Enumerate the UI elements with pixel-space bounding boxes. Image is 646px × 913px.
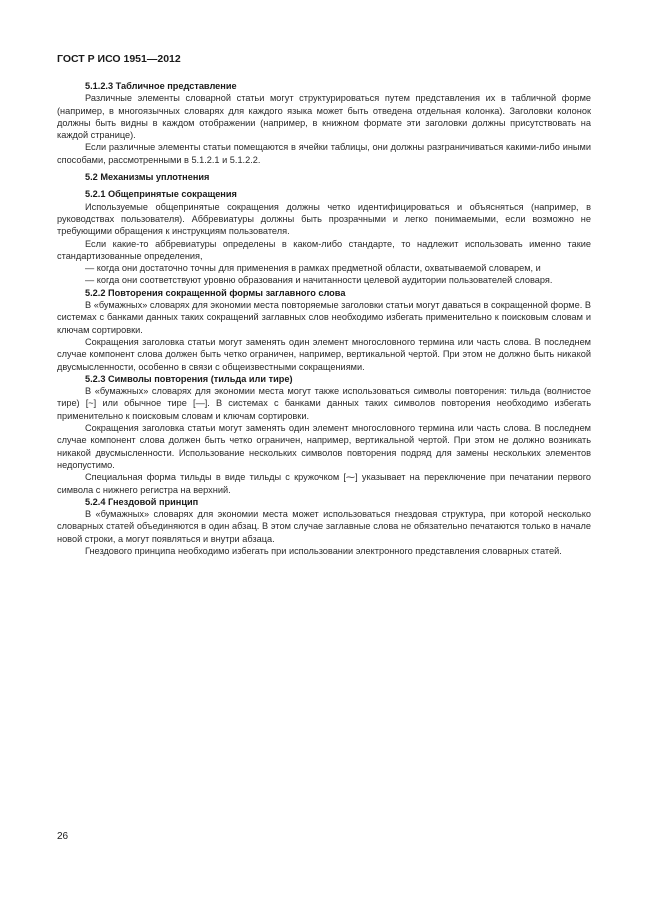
paragraph: Специальная форма тильды в виде тильды с кружочком [⁓] указывает на переключение при печатании первого символа с нижнего регистра на верхний. [57,472,591,495]
paragraph: Гнездового принципа необходимо избегать при использовании электронного представления словарных статей. [85,545,562,556]
section-heading-5-1-2-3: 5.1.2.3 Табличное представление [85,81,237,91]
section-heading-5-2-3: 5.2.3 Символы повторения (тильда или тире) [85,373,293,384]
document-body [57,80,591,557]
paragraph: Используемые общепринятые сокращения должны четко идентифицироваться и объясняться (например, в руководствах пользователя). Аббревиатуры должны быть прозрачными и легко понимаемыми, если возможно не требующими обращения к инструкциям пользователя. [57,201,591,237]
list-item: — когда они соответствуют уровню образования и начитанности целевой аудитории пользователей словаря. [85,275,553,286]
page-number: 26 [57,831,69,842]
document-header: ГОСТ Р ИСО 1951—2012 [57,53,181,65]
paragraph: Если какие-то аббревиатуры определены в каком-либо стандарте, то надлежит использовать именно такие стандартизованные определения, [57,238,591,261]
paragraph: Если различные элементы статьи помещаются в ячейки таблицы, они должны разграничиваться какими-либо иными способами, рассмотренными в 5.1.2.1 и 5.1.2.2. [57,142,591,165]
paragraph: Различные элементы словарной статьи могут структурироваться путем представления их в табличной форме (например, в многоязычных словарях для каждого языка может быть отведена отдельная колонка). Заголовки колонок должны быть видны в каждом отображении (например, в книжном формате эти заголовки должны присутствовать на каждой странице). [57,93,591,141]
section-heading-5-2-2: 5.2.2 Повторения сокращенной формы заглавного слова [85,287,346,298]
paragraph: Сокращения заголовка статьи могут заменять один элемент многословного термина или часть слова. В последнем случае компонент слова должен быть четко ограничен, например, вертикальной чертой. При этом не должно возникать никакой двусмысленности. Использование нескольких символов повторения подряд для замены нескольких элементов недопустимо. [57,423,591,470]
paragraph: В «бумажных» словарях для экономии места повторяемые заголовки статьи могут даваться в сокращенной форме. В системах с банками данных таких сокращений заглавных слов необходимо избегать применительно к поисковым словам и ключам сортировки. [57,300,591,335]
paragraph: В «бумажных» словарях для экономии места могут также использоваться символы повторения: тильда (волнистое тире) [~] или обычное тире [—]. В системах с банками данных таких символов повторения необходимо избегать применительно к поисковым словам и ключам сортировки. [57,386,591,421]
paragraph: В «бумажных» словарях для экономии места может использоваться гнездовая структура, при которой несколько словарных статей объединяются в один абзац. В этом случае заглавные слова не обязательно печатаются только в начале новой строки, а могут появляться и внутри абзаца. [57,509,591,544]
paragraph: Сокращения заголовка статьи могут заменять один элемент многословного термина или часть слова. В последнем случае компонент слова должен быть четко ограничен, например, вертикальной чертой. При этом не должно быть никакой двусмысленности, особенно в связи с общеизвестными сокращениями. [57,336,591,372]
list-item: — когда они достаточно точны для применения в рамках предметной области, охватываемой словарем, и [85,263,541,274]
section-heading-5-2: 5.2 Механизмы уплотнения [85,172,210,183]
section-heading-5-2-4: 5.2.4 Гнездовой принцип [85,496,199,507]
section-heading-5-2-1: 5.2.1 Общепринятые сокращения [85,189,237,200]
